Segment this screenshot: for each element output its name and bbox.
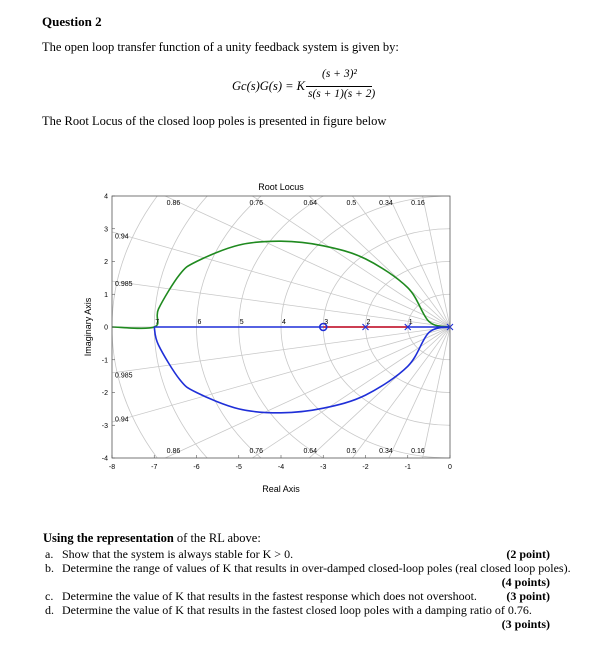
root-locus-chart [80, 178, 470, 494]
wn-label: 3 [324, 319, 329, 326]
item-b-letter: b. [45, 561, 54, 575]
y-tick-label: -1 [101, 357, 108, 365]
question-title: Question 2 [42, 14, 102, 29]
damping-label-bottom: 0.86 [166, 448, 181, 455]
y-tick-label: 1 [104, 291, 108, 299]
damping-label-bottom: 0.64 [303, 448, 318, 455]
instructions-rest: of the RL above: [173, 531, 261, 545]
y-tick-label: -3 [101, 422, 108, 430]
y-tick-label: -2 [101, 390, 108, 397]
x-tick-label: -6 [193, 464, 200, 471]
item-d-letter: d. [45, 603, 54, 617]
damping-label-top: 0.76 [249, 200, 264, 207]
item-d-points: (3 points) [501, 617, 550, 631]
equation-fraction-bar [306, 86, 372, 87]
damping-ray [0, 214, 450, 327]
y-tick-label: 0 [104, 324, 108, 332]
locus-branch-green [112, 241, 450, 328]
x-tick-label: -7 [151, 464, 158, 471]
wn-label: 2 [366, 319, 371, 326]
x-tick-label: -8 [108, 464, 116, 471]
item-c-points: (3 point) [506, 589, 550, 603]
instructions-bold: Using the representation [43, 531, 174, 545]
item-b-points: (4 points) [501, 575, 550, 589]
damping-label-left: 0.985 [115, 372, 133, 380]
equation-numerator: (s + 3)² [322, 68, 357, 80]
chart-ylabel: Imaginary Axis [83, 297, 93, 357]
root-locus-intro: The Root Locus of the closed loop poles is presented in figure below [42, 114, 387, 128]
damping-label-bottom: 0.76 [249, 448, 264, 455]
item-a-letter: a. [45, 547, 54, 561]
instructions-heading [43, 531, 261, 546]
wn-label: 5 [239, 319, 244, 326]
y-tick-label: 3 [104, 226, 108, 234]
damping-label-bottom: 0.5 [346, 448, 357, 455]
wn-label: 7 [155, 319, 160, 326]
damping-label-top: 0.5 [346, 200, 357, 207]
wn-label: 1 [408, 319, 413, 326]
damping-label-bottom: 0.34 [379, 448, 393, 455]
chart-xlabel: Real Axis [262, 484, 300, 494]
x-tick-label: -1 [404, 464, 411, 471]
damping-ray [0, 104, 450, 327]
damping-ray [0, 324, 450, 440]
damping-label-bottom: 0.16 [411, 448, 425, 455]
item-c-text: Determine the value of K that results in the fastest response which does not overshoot. [62, 589, 477, 603]
x-tick-label: 0 [448, 464, 452, 471]
damping-label-left: 0.94 [115, 233, 129, 241]
y-tick-label: 2 [104, 259, 108, 266]
damping-label-left: 0.94 [115, 416, 129, 424]
item-a-text: Show that the system is always stable for K > 0. [62, 547, 294, 561]
question-intro: The open loop transfer function of a unity feedback system is given by: [42, 40, 399, 54]
damping-ray [0, 324, 450, 550]
item-b-text: Determine the range of values of K that results in over-damped closed-loop poles (real closed loop poles). [62, 561, 571, 575]
x-tick-label: -2 [362, 464, 369, 471]
x-tick-label: -4 [277, 464, 285, 471]
chart-title: Root Locus [258, 182, 304, 192]
item-c-letter: c. [45, 589, 54, 603]
damping-label-top: 0.16 [411, 200, 425, 207]
x-tick-label: -3 [320, 464, 327, 471]
y-tick-label: 4 [104, 193, 108, 201]
equation-denominator: s(s + 1)(s + 2) [308, 88, 376, 100]
equation-lhs: Gc(s)G(s) = K [232, 79, 306, 93]
damping-label-top: 0.64 [303, 200, 318, 207]
locus-branches [112, 241, 450, 413]
x-tick-label: -5 [235, 464, 242, 471]
wn-label: 4 [282, 319, 286, 326]
wn-label: 6 [197, 319, 202, 326]
damping-label-left: 0.985 [115, 280, 133, 288]
damping-label-top: 0.34 [379, 200, 393, 207]
item-d-text: Determine the value of K that results in the fastest closed loop poles with a damping ratio of 0.76. [62, 603, 532, 617]
item-a-points: (2 point) [506, 547, 550, 561]
y-tick-label: -4 [101, 455, 108, 463]
damping-label-top: 0.86 [166, 200, 181, 207]
